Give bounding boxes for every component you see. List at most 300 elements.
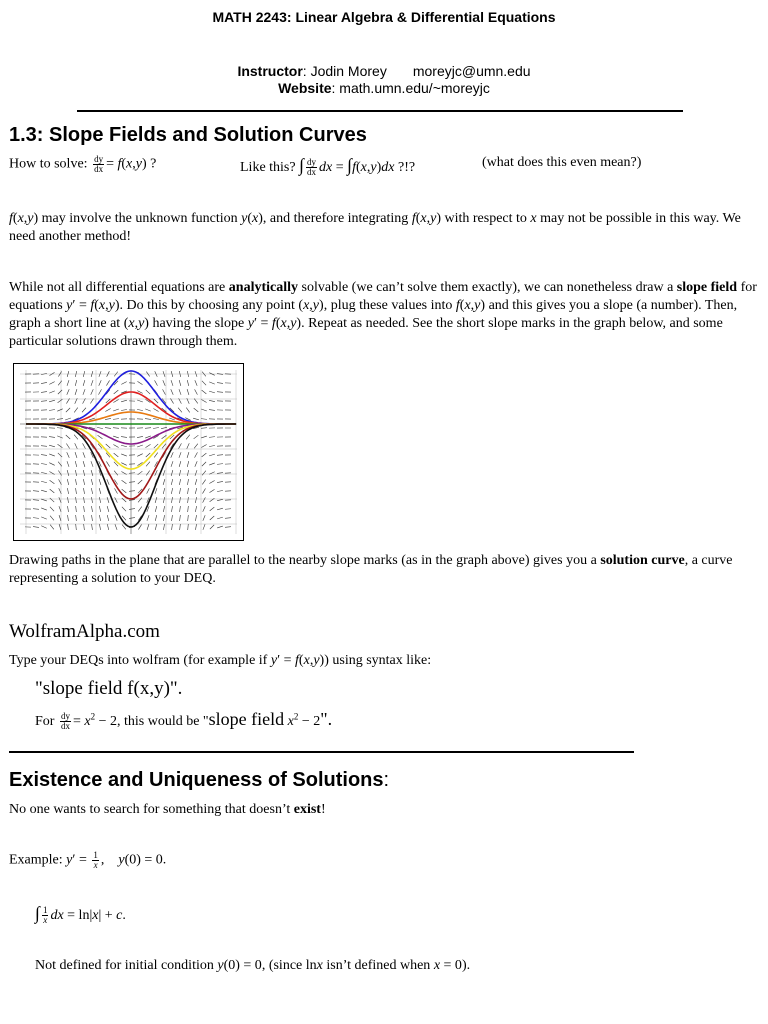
slope-mark: [67, 479, 68, 485]
slope-mark: [58, 453, 62, 457]
slope-mark: [209, 445, 215, 446]
slope-mark: [179, 443, 182, 448]
slope-mark: [50, 507, 54, 511]
slope-mark: [74, 435, 78, 440]
integral-line: ∫ $\frac{1}{x}$ dx = ln|x| + c.: [35, 903, 126, 926]
slope-mark: [58, 462, 62, 467]
slope-mark: [195, 452, 198, 457]
slope-mark: [202, 390, 207, 394]
instructor-label: Instructor: [237, 63, 303, 79]
slope-mark: [217, 392, 223, 393]
slope-mark: [186, 408, 190, 413]
slope-mark: [172, 506, 173, 512]
slope-mark: [210, 525, 214, 529]
example-line: Example: y′ = $\frac{1}{x}$ , y(0) = 0.: [9, 850, 167, 870]
slope-mark: [66, 435, 70, 439]
slope-mark: [201, 399, 206, 402]
slope-mark: [41, 392, 47, 393]
slope-mark: [153, 418, 159, 419]
slope-mark: [57, 419, 63, 420]
slope-mark: [187, 389, 189, 395]
slope-mark: [41, 481, 47, 482]
slope-mark: [155, 380, 158, 385]
slope-mark: [201, 436, 207, 438]
slope-mark: [225, 527, 231, 528]
slope-mark: [172, 524, 173, 530]
slope-mark: [68, 524, 69, 530]
slope-mark: [99, 524, 100, 530]
slope-mark: [107, 479, 109, 485]
slope-mark: [188, 497, 189, 503]
slope-mark: [210, 516, 214, 520]
slope-mark: [41, 472, 47, 473]
slope-mark: [147, 488, 150, 493]
website-line: [0, 80, 768, 96]
slope-mark: [99, 497, 100, 503]
slope-mark: [196, 524, 197, 530]
slope-mark: [171, 470, 173, 476]
slope-mark: [99, 515, 100, 521]
slope-mark: [138, 498, 142, 503]
slope-mark: [83, 470, 84, 476]
slope-mark: [180, 515, 181, 521]
slope-mark: [137, 454, 142, 457]
slope-mark: [171, 389, 173, 394]
slope-mark: [98, 389, 101, 394]
slope-mark: [66, 443, 69, 448]
slope-mark: [209, 437, 215, 438]
slope-field-graph: [13, 363, 244, 541]
slope-mark: [65, 418, 71, 420]
slope-mark: [195, 497, 196, 503]
slope-mark: [122, 489, 127, 493]
slope-mark: [188, 488, 189, 494]
slope-mark: [83, 443, 86, 448]
slope-mark: [115, 488, 118, 493]
slope-mark: [155, 488, 157, 494]
slope-mark: [147, 515, 149, 521]
slope-mark: [180, 524, 181, 530]
slope-mark: [59, 515, 61, 521]
slope-mark: [178, 408, 182, 413]
slope-mark: [188, 515, 189, 521]
slope-mark: [193, 418, 199, 420]
slope-mark: [225, 518, 231, 519]
slope-mark: [57, 436, 63, 438]
slope-mark: [209, 410, 215, 411]
slope-mark: [113, 436, 119, 438]
slope-mark: [74, 408, 78, 413]
slope-mark: [179, 488, 180, 494]
slope-mark: [58, 399, 63, 403]
slope-mark: [59, 506, 61, 512]
slope-mark: [179, 380, 181, 386]
slope-mark: [163, 389, 166, 394]
slope-mark: [76, 506, 77, 512]
slope-mark: [210, 507, 215, 511]
slope-mark: [129, 491, 135, 492]
slope-mark: [137, 445, 143, 447]
slope-mark: [187, 470, 188, 476]
slope-mark: [195, 470, 197, 476]
instructor-name: : Jodin Morey: [302, 63, 387, 79]
slope-mark: [83, 380, 85, 386]
instructor-email[interactable]: moreyjc@umn.edu: [412, 63, 531, 79]
slope-mark: [195, 515, 196, 521]
slope-mark: [195, 461, 197, 467]
slope-mark: [106, 380, 109, 385]
paragraph-solution-curve: Drawing paths in the plane that are parallel to the nearby slope marks (as in the graph above) gives you a solution curve, a curve representing a solution to your DEQ.: [9, 553, 733, 586]
wolfram-heading: WolframAlpha.com: [9, 621, 160, 642]
slope-mark: [179, 461, 181, 467]
like-this-label: Like this?: [240, 160, 296, 175]
slope-mark: [91, 461, 93, 467]
slope-mark: [106, 444, 111, 448]
course-code: MATH 2243: [212, 9, 287, 25]
slope-mark: [113, 428, 119, 429]
slope-mark: [75, 470, 76, 476]
slope-mark: [137, 409, 143, 410]
slope-mark: [217, 508, 223, 510]
slope-mark: [75, 479, 76, 485]
slope-mark: [33, 518, 39, 519]
slope-mark: [84, 506, 85, 512]
slope-mark: [91, 488, 92, 494]
slope-mark: [66, 408, 70, 412]
slope-mark: [202, 462, 206, 466]
slope-mark: [202, 480, 205, 485]
slope-mark: [163, 524, 164, 530]
slope-mark: [209, 400, 215, 401]
slope-mark: [137, 400, 143, 402]
slope-mark: [163, 470, 165, 476]
slope-mark: [154, 453, 158, 458]
slope-mark: [68, 515, 69, 521]
slope-mark: [33, 527, 39, 528]
slope-mark: [75, 443, 78, 448]
slope-mark: [217, 499, 223, 500]
slope-mark: [195, 506, 196, 512]
slope-mark: [146, 462, 150, 467]
slope-mark: [50, 516, 54, 521]
slope-mark: [57, 428, 63, 429]
slope-mark: [195, 479, 197, 485]
slope-mark: [172, 515, 173, 521]
instructor-line: [0, 63, 768, 79]
slope-mark: [83, 479, 84, 485]
slope-mark: [171, 497, 172, 503]
slope-mark: [187, 461, 188, 467]
slope-mark: [41, 401, 47, 402]
slope-mark: [33, 500, 39, 501]
slope-field-svg: [14, 364, 243, 540]
slope-mark: [98, 435, 103, 438]
slope-mark: [188, 506, 189, 512]
slope-mark: [188, 524, 189, 530]
course-name: : Linear Algebra & Differential Equations: [286, 9, 556, 25]
slope-mark: [194, 444, 198, 449]
slope-mark: [202, 488, 205, 493]
slope-mark: [91, 497, 92, 503]
slope-mark: [201, 428, 207, 429]
aside-text: (what does this even mean?): [482, 155, 642, 170]
slope-mark: [58, 381, 62, 386]
slope-mark: [49, 445, 55, 447]
slope-mark: [203, 506, 206, 511]
slope-mark: [217, 383, 223, 384]
slope-mark: [138, 507, 142, 512]
slope-mark: [121, 409, 127, 410]
slope-mark: [180, 506, 181, 512]
slope-mark: [163, 479, 165, 485]
slope-mark: [121, 437, 127, 438]
slope-mark: [146, 471, 149, 476]
slope-mark: [83, 461, 85, 467]
slope-mark: [41, 463, 47, 464]
slope-mark: [162, 444, 166, 449]
slope-mark: [162, 435, 167, 439]
slope-mark: [75, 389, 77, 395]
slope-mark: [83, 488, 84, 494]
slope-mark: [75, 452, 77, 458]
slope-mark: [187, 380, 188, 386]
slope-mark: [113, 409, 119, 411]
slope-mark: [107, 515, 109, 521]
slope-mark: [115, 497, 118, 502]
slope-mark: [115, 524, 117, 530]
slope-mark: [99, 488, 101, 494]
slope-mark: [50, 498, 54, 502]
slope-mark: [76, 497, 77, 503]
not-defined-line: Not defined for initial condition y(0) = 0, (since lnx isn’t defined when x = 0).: [35, 958, 471, 973]
slope-mark: [137, 436, 143, 437]
slope-mark: [121, 463, 126, 466]
slope-mark: [194, 399, 198, 404]
course-title: [0, 9, 768, 25]
how-to-solve-label: How to solve:: [9, 156, 88, 172]
slope-mark: [99, 506, 100, 512]
slope-mark: [171, 380, 173, 386]
paragraph-unknown-function: f(x,y) may involve the unknown function y(x), and therefore integrating f(x,y) with respect to x may not be possible in this way. We need another method!: [9, 211, 741, 244]
slope-mark: [171, 479, 172, 485]
section-title-existence: Existence and Uniqueness of Solutions:: [9, 769, 390, 791]
slope-mark: [121, 400, 127, 402]
slope-mark: [49, 437, 55, 438]
slope-mark: [41, 446, 47, 447]
slope-mark: [180, 497, 181, 503]
slope-mark: [154, 399, 158, 403]
slope-mark: [59, 524, 61, 530]
slope-mark: [67, 470, 69, 476]
slope-mark: [91, 470, 93, 476]
slope-mark: [129, 482, 135, 483]
slope-mark: [179, 389, 181, 395]
slope-mark: [41, 499, 47, 501]
slope-mark: [41, 517, 47, 519]
slope-mark: [33, 509, 39, 510]
slope-mark: [203, 524, 205, 530]
slope-mark: [107, 506, 109, 512]
slope-mark: [97, 427, 103, 428]
slope-mark: [155, 497, 157, 503]
slope-mark: [99, 380, 101, 385]
slope-mark: [76, 515, 77, 521]
slope-mark: [146, 390, 150, 394]
slope-mark: [187, 443, 190, 448]
slope-mark: [91, 479, 92, 485]
slope-mark: [41, 526, 46, 528]
slope-mark: [129, 500, 135, 501]
slope-mark: [122, 480, 127, 483]
slope-mark: [203, 497, 206, 502]
slope-mark: [58, 390, 62, 394]
slope-mark: [49, 454, 55, 456]
dy-dx-fraction: $\frac{dy}{dx}$: [94, 154, 104, 174]
slope-mark: [49, 382, 54, 385]
slope-mark: [209, 391, 215, 393]
slope-mark: [201, 419, 207, 420]
slope-mark: [145, 419, 151, 420]
slope-mark: [115, 515, 117, 521]
slope-mark: [58, 444, 63, 447]
slope-mark: [163, 515, 164, 521]
slope-mark: [217, 464, 223, 465]
slope-mark: [129, 509, 135, 510]
slope-mark: [145, 444, 150, 447]
slope-mark: [171, 488, 172, 494]
website-url[interactable]: : math.umn.edu/~moreyjc: [331, 80, 490, 96]
slope-mark: [195, 380, 197, 386]
slope-mark: [75, 461, 77, 467]
slope-mark: [83, 389, 85, 395]
slope-mark: [67, 497, 68, 503]
slope-mark: [82, 408, 86, 413]
slope-mark: [179, 452, 181, 458]
slope-mark: [187, 452, 189, 458]
slope-mark: [163, 506, 164, 512]
slope-mark: [105, 428, 111, 429]
slope-mark: [114, 453, 119, 457]
slope-mark: [145, 409, 151, 411]
wolfram-intro: Type your DEQs into wolfram (for example if y′ = f(x,y)) using syntax like:: [9, 653, 432, 668]
slope-mark: [201, 409, 207, 411]
wolfram-for-example: For $\frac{dy}{dx}$ = $x^2 - 2$, this would be "slope field $x^2 - 2$".: [35, 709, 333, 732]
slope-mark: [83, 452, 85, 458]
slope-mark: [129, 473, 135, 474]
slope-mark: [202, 471, 206, 476]
slope-mark: [186, 435, 190, 440]
slope-mark: [49, 409, 55, 410]
slope-mark: [153, 427, 159, 428]
slope-mark: [209, 454, 215, 456]
slope-mark: [217, 473, 223, 474]
slope-mark: [107, 524, 108, 530]
slope-mark: [145, 428, 151, 429]
section-title-slope-fields: 1.3: Slope Fields and Solution Curves: [9, 124, 367, 146]
slope-mark: [107, 497, 109, 503]
slope-mark: [179, 470, 180, 476]
slope-mark: [92, 524, 93, 530]
slope-mark: [122, 525, 126, 530]
slope-mark: [129, 518, 135, 519]
slope-mark: [138, 480, 142, 484]
slope-mark: [49, 463, 54, 466]
slope-mark: [49, 400, 55, 402]
slope-mark: [76, 524, 77, 530]
paragraph-slope-field: While not all differential equations are analytically solvable (we can’t solve them exactly), we can nonetheless draw a slope field for equations y′ = f(x,y). Do this by choosing any point (x,y), plug these values into f(x,y) and this gives you a slope (a number). Then, graph a short line at (x,y) having the slope y′ = f(x,y). Repeat as needed. See the short slope marks in the graph below, and some particular solutions drawn through them.: [9, 280, 757, 349]
slope-mark: [121, 382, 126, 385]
slope-mark: [217, 455, 223, 456]
question-marks: ?!?: [398, 160, 416, 175]
slope-mark: [76, 488, 77, 494]
slope-mark: [114, 471, 118, 476]
slope-mark: [209, 382, 215, 384]
like-this-line: Like this? ∫ $\frac{dy}{dx}$ dx = ∫f(x,y)dx ?!?: [240, 155, 416, 178]
slope-mark: [187, 479, 188, 485]
slope-mark: [217, 517, 223, 519]
slope-mark: [50, 480, 55, 483]
slope-mark: [67, 389, 69, 394]
slope-mark: [155, 506, 157, 512]
slope-mark: [41, 455, 47, 456]
slope-mark: [84, 524, 85, 530]
slope-mark: [105, 418, 111, 419]
slope-mark: [209, 489, 214, 492]
slope-mark: [217, 490, 223, 491]
slope-mark: [99, 479, 101, 485]
slope-mark: [113, 419, 119, 420]
slope-mark: [163, 497, 164, 503]
slope-mark: [33, 491, 39, 492]
slope-mark: [57, 409, 62, 411]
slope-mark: [217, 526, 223, 528]
slope-mark: [106, 461, 109, 466]
section-divider: [9, 751, 634, 753]
slope-mark: [209, 481, 214, 484]
syntax-example: "slope field f(x,y)".: [35, 678, 183, 699]
slope-mark: [209, 463, 215, 465]
existence-line: No one wants to search for something that doesn’t exist!: [9, 802, 326, 817]
slope-mark: [202, 381, 206, 385]
slope-mark: [195, 389, 198, 394]
slope-mark: [67, 380, 69, 386]
slope-mark: [153, 408, 158, 411]
slope-mark: [163, 380, 165, 386]
slope-mark: [179, 479, 180, 485]
slope-mark: [91, 380, 93, 386]
slope-mark: [68, 506, 69, 512]
slope-mark: [50, 489, 55, 493]
slope-mark: [91, 389, 94, 394]
slope-mark: [84, 515, 85, 521]
slope-mark: [67, 452, 69, 457]
slope-mark: [163, 488, 165, 494]
slope-mark: [138, 524, 141, 529]
slope-mark: [201, 445, 206, 448]
slope-mark: [194, 408, 199, 412]
slope-mark: [84, 497, 85, 503]
slope-mark: [171, 452, 173, 457]
slope-mark: [122, 498, 126, 502]
slope-mark: [203, 515, 205, 521]
slope-mark: [202, 453, 207, 457]
slope-mark: [121, 445, 127, 447]
header-divider: [77, 110, 683, 112]
slope-mark: [113, 445, 118, 448]
slope-mark: [49, 391, 55, 393]
slope-mark: [155, 515, 156, 521]
website-label: Website: [278, 80, 332, 96]
